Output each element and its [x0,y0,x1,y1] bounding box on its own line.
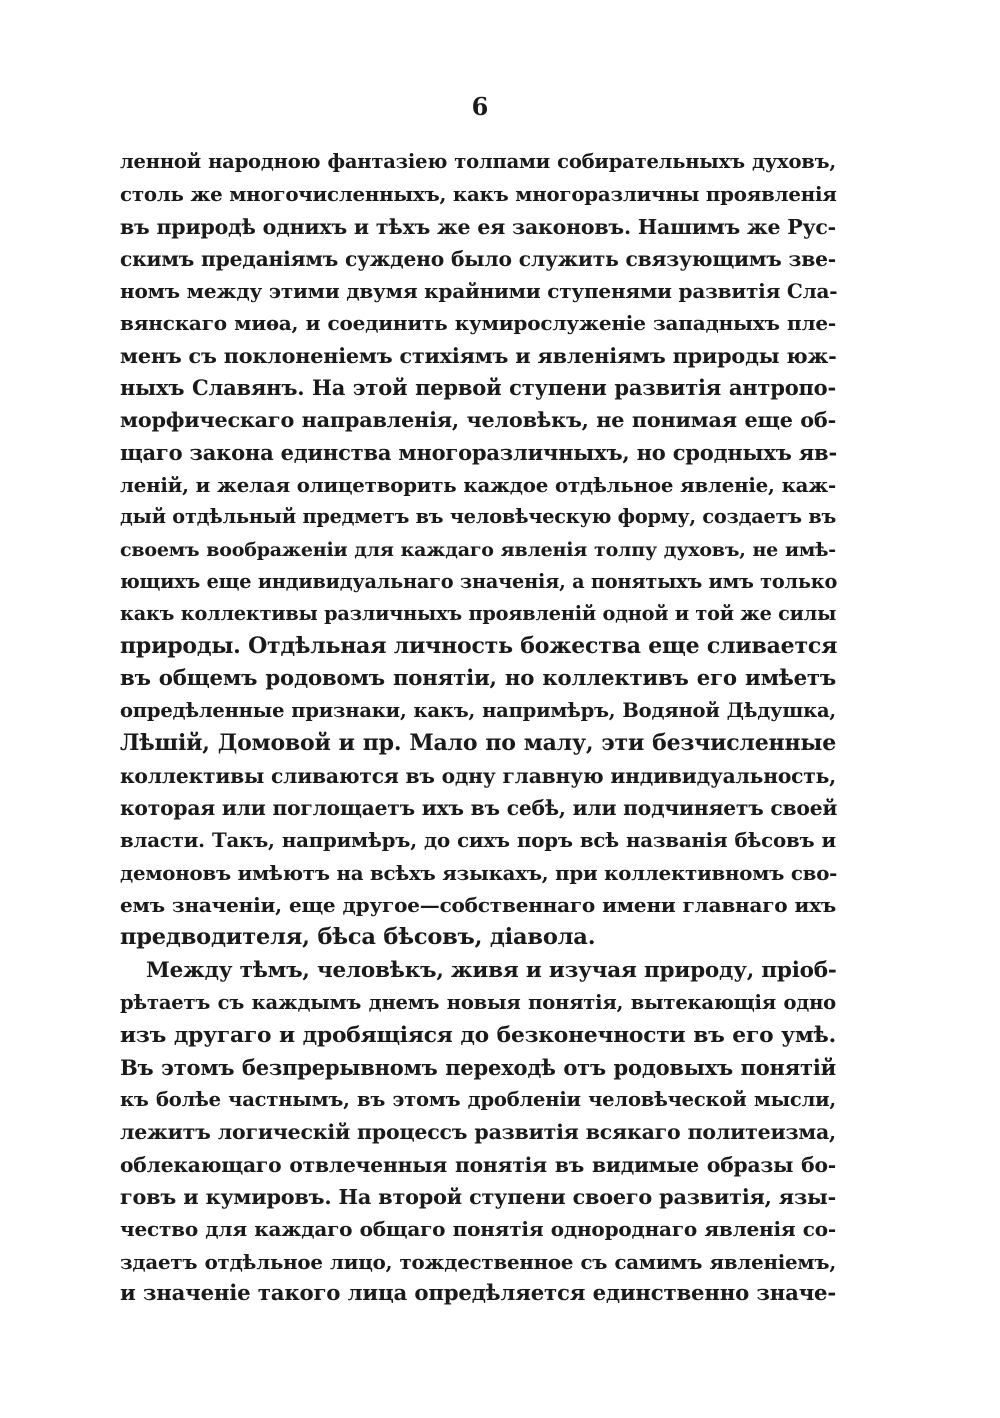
text-line: коллективы сливаются въ одну главную индивидуальность, [120,763,836,788]
text-line: предводителя, бѣса бѣсовъ, діавола. [120,924,596,951]
text-line: ныхъ Славянъ. На этой первой ступени развитія антропо- [120,375,836,401]
text-line: скимъ преданіямъ суждено было служить связующимъ зве- [120,246,836,271]
text-line: Между тѣмъ, человѣкъ, живя и изучая природу, пріоб- [146,958,837,983]
page-number: 6 [471,92,489,121]
text-line: власти. Такъ, напримѣръ, до сихъ поръ всѣ названія бѣсовъ и [120,828,836,853]
text-line: демоновъ имѣютъ на всѣхъ языкахъ, при коллективномъ сво- [120,860,838,885]
text-line: опредѣленные признаки, какъ, напримѣръ, Водяной Дѣдушка, [120,699,836,723]
text-line: морфическаго направленія, человѣкъ, не понимая еще об- [120,408,836,433]
paragraph-1 [120,146,836,953]
text-line: Лѣшій, Домовой и пр. Мало по малу, эти безчисленные [120,730,836,757]
text-line: здаетъ отдѣльное лицо, тождественное съ самимъ явленіемъ, [120,1249,836,1274]
text-line: своемъ воображеніи для каждаго явленія толпу духовъ, не имѣ- [120,538,836,561]
text-line: номъ между этими двумя крайними ступенями развитія Сла- [120,279,838,304]
text-line: говъ и кумировъ. На второй ступени своего развитія, язы- [120,1185,836,1210]
text-line: емъ значеніи, еще другое—собственнаго имени главнаго ихъ [120,892,836,917]
text-line: въ природѣ однихъ и тѣхъ же ея законовъ. Нашимъ же Рус- [120,214,836,239]
text-line: столь же многочисленныхъ, какъ многоразличны проявленія [120,182,837,207]
text-line: какъ коллективы различныхъ проявленій одной и той же силы [120,602,837,626]
text-line: облекающаго отвлеченныя понятія въ видимые образы бо- [120,1152,836,1177]
text-line: менъ съ поклоненіемъ стихіямъ и явленіямъ природы юж- [120,343,837,368]
text-line: Въ этомъ безпрерывномъ переходѣ отъ родовыхъ понятій [120,1054,836,1080]
text-line: и значеніе такого лица опредѣляется единственно значе- [120,1280,836,1306]
text-line: дый отдѣльный предметъ въ человѣческую форму, создаетъ въ [120,505,837,529]
text-line: природы. Отдѣльная личность божества еще сливается [120,633,838,660]
text-line: ленной народною фантазіею толпами собирательныхъ духовъ, [120,150,836,173]
text-line: лежитъ логическій процессъ развитія всякаго политеизма, [120,1120,836,1145]
text-line: вянскаго миѳа, и соединить кумирослуженіе западныхъ пле- [120,311,836,336]
text-line: леній, и желая олицетворить каждое отдѣльное явленіе, каж- [120,472,836,497]
text-line: чество для каждаго общаго понятія однороднаго явленія со- [120,1217,836,1242]
text-line: въ общемъ родовомъ понятіи, но коллективъ его имѣетъ [120,665,836,691]
text-line: щаго закона единства многоразличныхъ, но сродныхъ яв- [120,439,837,465]
text-line: къ болѣе частнымъ, въ этомъ дробленіи человѣческой мысли, [120,1088,836,1112]
text-line: изъ другаго и дробящіяся до безконечности въ его умѣ. [120,1022,836,1048]
text-line: ющихъ еще индивидуальнаго значенія, а понятыхъ имъ только [120,569,838,593]
text-line: рѣтаетъ съ каждымъ днемъ новыя понятія, вытекающія одно [120,991,836,1015]
text-line: которая или поглощаетъ ихъ въ себѣ, или подчиняетъ своей [120,795,838,820]
paragraph-2 [120,955,836,1310]
